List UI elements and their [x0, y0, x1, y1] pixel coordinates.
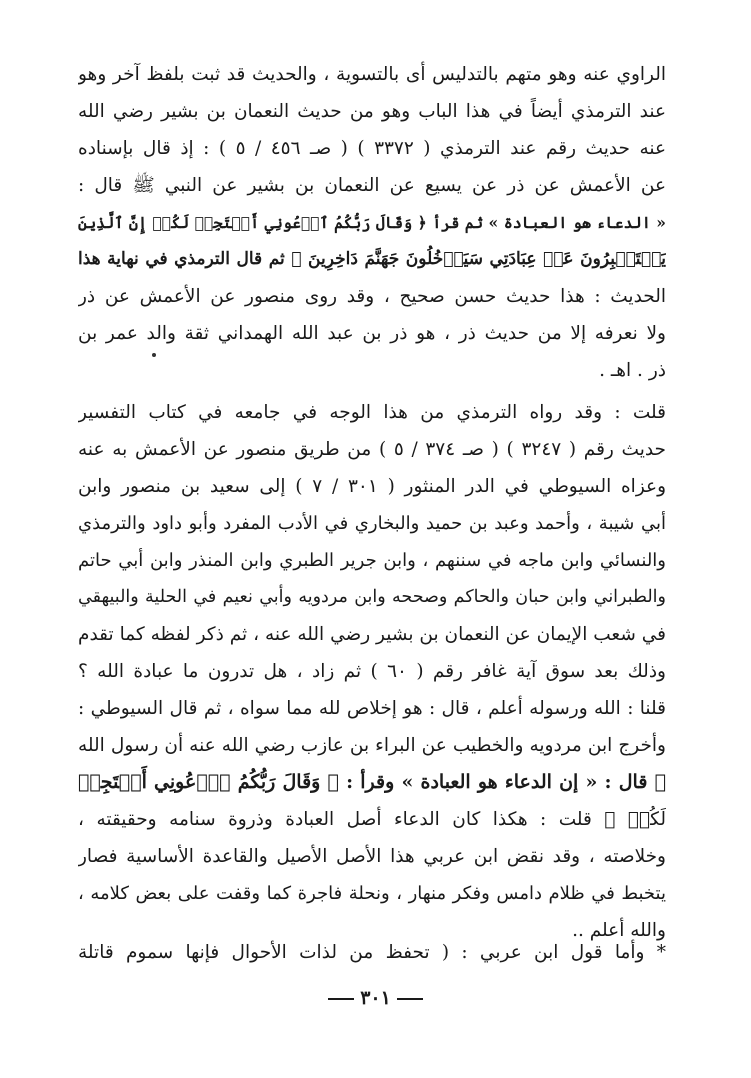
paragraph-qultu-commentary — [78, 394, 666, 949]
text-line: والطبراني وابن حبان والحاكم وصححه وابن مردويه وأبي نعيم في الحلية والبيهقي — [78, 587, 666, 607]
text-line: وأخرج ابن مردويه والخطيب عن البراء بن عازب رضي الله عنه أن رسول الله — [78, 735, 666, 756]
text-line: حديث رقم ( ٣٢٤٧ ) ( صـ ٣٧٤ / ٥ ) من طريق منصور عن الأعمش به عنه — [78, 439, 666, 460]
page-number-value: ٣٠١ — [360, 987, 391, 1009]
paragraph-hadith-discussion — [78, 56, 666, 389]
text-line: في شعب الإيمان عن النعمان بن بشير رضي الله عنه ، ثم ذكر لفظه كما تقدم — [78, 624, 666, 645]
page-number — [0, 987, 751, 1009]
quran-verse-line: « الدعاء هو العبادة » ثم قرأ ﴿ وَقَالَ رَبُّكُمُ ٱدۡعُونِي أَسۡتَجِبۡ لَكُمۡ إِنَّ ٱلَّذِينَ — [78, 213, 666, 232]
text-line: وعزاه السيوطي في الدر المنثور ( ٣٠١ / ٧ ) إلى سعيد بن منصور وابن — [78, 476, 666, 497]
text-line: قلت : وقد رواه الترمذي من هذا الوجه في جامعه في كتاب التفسير — [78, 402, 666, 423]
quran-verse-line: ﷺ قال : « إن الدعاء هو العبادة » وقرأ : ﴿ وَقَالَ رَبُّكُمُ ٱدۡعُونِي أَسۡتَجِبۡ — [78, 771, 666, 793]
text-line: والله أعلم .. — [572, 920, 666, 941]
text-line: عند الترمذي أيضاً في هذا الباب وهو من حديث النعمان بن بشير رضي الله — [78, 101, 666, 122]
dash-right — [328, 998, 354, 1000]
text-line: قلنا : الله ورسوله أعلم ، قال : هو إخلاص لله مما سواه ، ثم قال السيوطي : — [78, 698, 666, 719]
text-line: والنسائي وابن ماجه في سننهم ، وابن جرير الطبري وابن المنذر وابن أبي حاتم — [78, 550, 666, 571]
text-line: وذلك بعد سوق آية غافر رقم ( ٦٠ ) ثم زاد ، هل تدرون ما عبادة الله ؟ — [78, 661, 666, 682]
ink-dot — [152, 353, 156, 357]
text-line: وخلاصته ، وقد نقض ابن عربي هذا الأصل الأصيل والقاعدة الأساسية فصار — [78, 846, 666, 867]
text-line: ولا نعرفه إلا من حديث ذر ، هو ذر بن عبد الله الهمداني ثقة والد عمر بن — [78, 323, 666, 344]
quran-verse-line: يَسۡتَكۡبِرُونَ عَنۡ عِبَادَتِي سَيَدۡخُلُونَ جَهَنَّمَ دَاخِرِينَ ﴾ ثم قال الترمذي في نهاية هذا — [78, 249, 666, 269]
text-line: عن الأعمش عن ذر عن يسيع عن النعمان بن بشير عن النبي ﷺ قال : — [78, 175, 666, 196]
text-line: * وأما قول ابن عربي : ( تحفظ من لذات الأحوال فإنها سموم قاتلة — [78, 942, 666, 963]
text-line: لَكُمۡ ﴾ قلت : هكذا كان الدعاء أصل العبادة وذروة سنامه وحقيقته ، — [78, 809, 666, 830]
text-line: الحديث : هذا حديث حسن صحيح ، وقد روى منصور عن الأعمش عن ذر — [78, 286, 666, 307]
text-line: يتخبط في ظلام دامس وفكر منهار ، ونحلة فاجرة كما وقفت على بعض كلامه ، — [78, 883, 666, 904]
text-line: أبي شيبة ، وأحمد وعبد بن حميد والبخاري في الأدب المفرد وأبو داود والترمذي — [78, 513, 666, 534]
text-line: ذر . اهـ . — [599, 360, 666, 381]
paragraph-ibn-arabi-quote — [78, 934, 666, 971]
text-line: الراوي عنه وهو متهم بالتدليس أى بالتسوية ، والحديث قد ثبت بلفظ آخر وهو — [78, 64, 666, 85]
dash-left — [397, 998, 423, 1000]
text-line: عنه حديث رقم عند الترمذي ( ٣٣٧٢ ) ( صـ ٤٥٦ / ٥ ) : إذ قال بإسناده — [78, 138, 666, 159]
